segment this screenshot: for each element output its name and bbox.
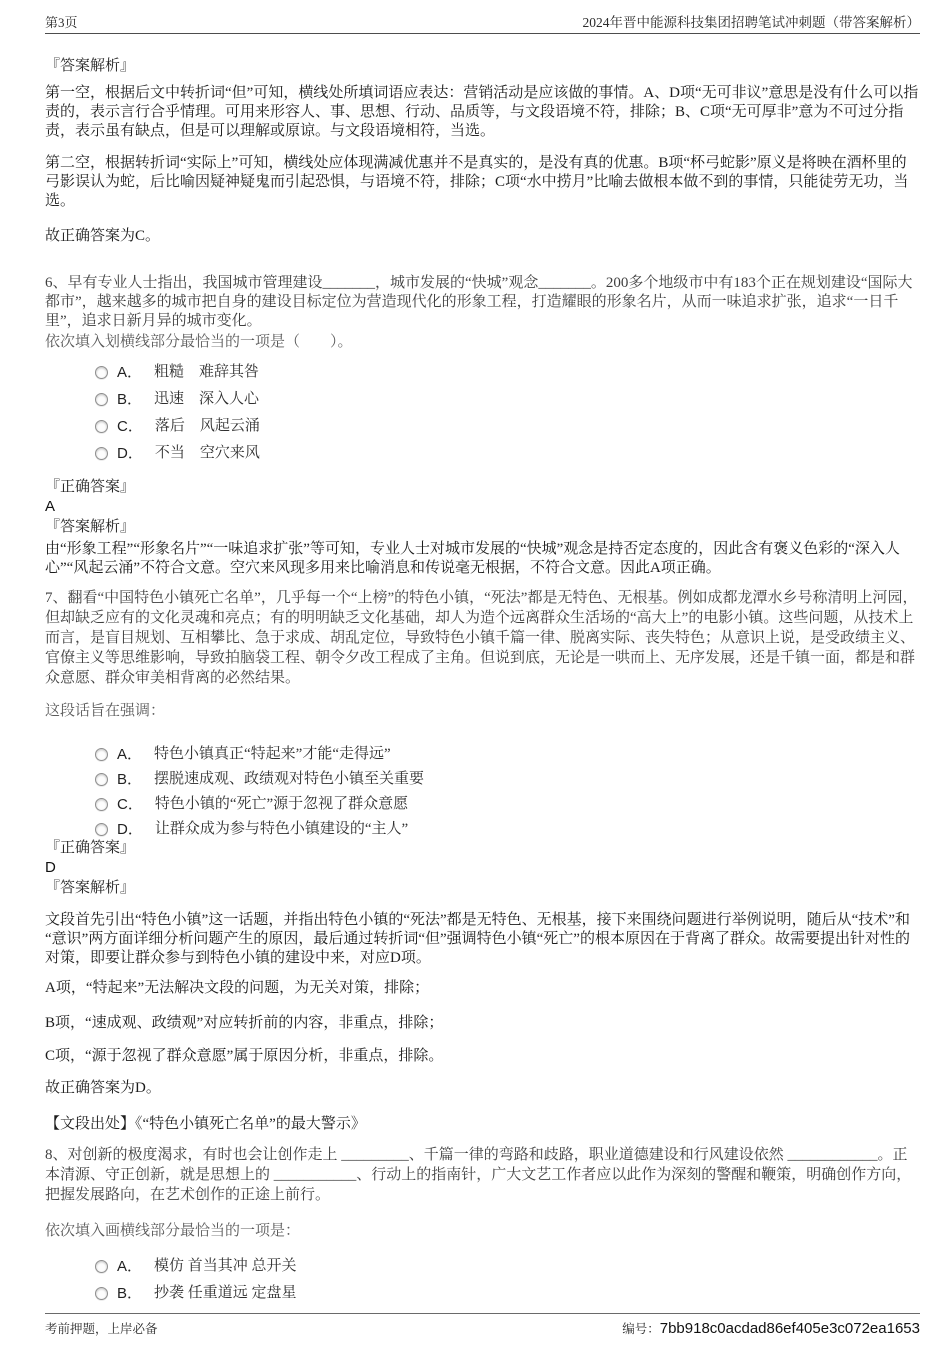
- header-page-number: 第3页: [45, 15, 78, 30]
- radio-button-icon[interactable]: [95, 773, 108, 786]
- q7-analysis-paragraph: A项，“特起来”无法解决文段的问题，为无关对策，排除；: [45, 980, 430, 996]
- option-q6-a[interactable]: [45, 363, 920, 382]
- q7-analysis-paragraph: C项，“源于忽视了群众意愿”属于原因分析，非重点，排除。: [45, 1048, 444, 1064]
- option-q8-b[interactable]: [45, 1284, 920, 1303]
- option-q6-b[interactable]: [45, 390, 920, 409]
- footer-serial: [622, 1319, 920, 1337]
- prev-analysis-paragraph: 第一空，根据后文中转折词“但”可知，横线处所填词语应表达：营销活动是应该做的事情。A、D项“无可非议”意思是没有什么可以指责的，表示言行合乎情理。可用来形容人、事、思想、行动、品质等，与文段语境不符，排除；B、C项“无可厚非”意为不可过分指责，表示虽有缺点，但是可以理解或原谅。与文段语境相符，当选。: [45, 85, 919, 139]
- question-8-prompt: 依次填入画横线部分最恰当的一项是：: [45, 1223, 301, 1239]
- radio-button-icon[interactable]: [95, 420, 108, 433]
- question-7-prompt: 这段话旨在强调：: [45, 703, 166, 719]
- option-q8-a[interactable]: [45, 1257, 920, 1276]
- q7-analysis-conclusion: 故正确答案为D。: [45, 1080, 161, 1096]
- q6-correct-answer: A: [45, 498, 56, 515]
- q6-analysis: 由“形象工程”“形象名片”“一味追求扩张”等可知，专业人士对城市发展的“快城”观念是持否定态度的，因此含有褒义色彩的“深入人心”“风起云涌”不符合文意。空穴来风现多用来比喻消息和传说毫无根据，不符合文意。因此A项正确。: [45, 541, 900, 576]
- radio-button-icon[interactable]: [95, 393, 108, 406]
- option-text: 落后 风起云涌: [154, 418, 260, 434]
- option-text: 让群众成为参与特色小镇建设的“主人”: [154, 821, 409, 837]
- q6-analysis-label: 『答案解析』: [45, 519, 136, 535]
- q7-correct-answer: D: [45, 859, 56, 876]
- q6-correct-answer-label: 『正确答案』: [45, 479, 136, 495]
- option-letter: A．: [117, 364, 143, 381]
- q7-analysis-paragraph: B项，“速成观、政绩观”对应转折前的内容，非重点，排除；: [45, 1015, 444, 1031]
- q7-correct-answer-label: 『正确答案』: [45, 840, 136, 856]
- option-text: 特色小镇真正“特起来”才能“走得远”: [154, 746, 391, 762]
- option-text: 迅速 深入人心: [154, 391, 260, 407]
- question-8-options: [45, 1257, 920, 1303]
- q7-source: 【文段出处】《“特色小镇死亡名单”的最大警示》: [45, 1116, 366, 1132]
- option-text: 不当 空穴来风: [154, 445, 260, 461]
- prev-analysis-paragraph: 第二空，根据转折词“实际上”可知，横线处应体现满减优惠并不是真实的，是没有真的优惠。B项“杯弓蛇影”原义是将映在酒杯里的弓影误认为蛇，后比喻因疑神疑鬼而引起恐惧，与语境不符，排除；C项“水中捞月”比喻去做根本做不到的事情，只能徒劳无功，当选。: [45, 155, 909, 209]
- option-q7-c[interactable]: [45, 795, 920, 814]
- option-q6-d[interactable]: [45, 444, 920, 463]
- radio-button-icon[interactable]: [95, 1260, 108, 1273]
- option-q6-c[interactable]: [45, 417, 920, 436]
- option-text: 抄袭 任重道远 定盘星: [154, 1285, 297, 1301]
- option-q7-a[interactable]: [45, 745, 920, 764]
- question-6-prompt: 依次填入划横线部分最恰当的一项是（ ）。: [45, 334, 353, 350]
- prev-analysis-conclusion: 故正确答案为C。: [45, 228, 161, 244]
- footer-serial-value: 7bb918c0acdad86ef405e3c072ea1653: [659, 1320, 920, 1337]
- radio-button-icon[interactable]: [95, 823, 108, 836]
- question-7-options: [45, 745, 920, 839]
- radio-button-icon[interactable]: [95, 798, 108, 811]
- radio-button-icon[interactable]: [95, 447, 108, 460]
- page-header: [45, 0, 920, 34]
- header-doc-title: 2024年晋中能源科技集团招聘笔试冲刺题（带答案解析）: [582, 15, 920, 30]
- option-letter: A．: [117, 746, 143, 763]
- option-letter: B．: [117, 391, 143, 408]
- option-text: 粗糙 难辞其咎: [154, 364, 260, 380]
- prev-analysis-label: 『答案解析』: [45, 58, 136, 74]
- option-letter: B．: [117, 1285, 143, 1302]
- option-text: 特色小镇的“死亡”源于忽视了群众意愿: [154, 796, 409, 812]
- radio-button-icon[interactable]: [95, 366, 108, 379]
- page-content: [45, 57, 920, 1303]
- radio-button-icon[interactable]: [95, 748, 108, 761]
- option-text: 摆脱速成观、政绩观对特色小镇至关重要: [154, 771, 425, 787]
- question-8-stem: 8、对创新的极度渴求，有时也会让创作走上 _________、千篇一律的弯路和歧路，职业道德建设和行风建设依然 ____________。正本清源、守正创新，就是思想上的 ___________、行动上的指南针，广大文艺工作者应以此作为深刻的警醒和鞭策，明确创作方向，把握发展路向，在艺术创作的正途上前行。: [45, 1147, 912, 1203]
- footer-serial-label: 编号：: [622, 1322, 660, 1336]
- option-q7-d[interactable]: [45, 820, 920, 839]
- question-6-options: [45, 363, 920, 463]
- question-6-stem: 6、早有专业人士指出，我国城市管理建设_______，城市发展的“快城”观念_______。200多个地级市中有183个正在规划建设“国际大都市”，越来越多的城市把自身的建设目标定位为营造现代化的形象工程，打造耀眼的形象名片，从而一味追求扩张，追求“一日千里”，追求日新月异的城市变化。: [45, 275, 913, 329]
- option-text: 模仿 首当其冲 总开关: [154, 1258, 297, 1274]
- footer-slogan: 考前押题，上岸必备: [45, 1322, 158, 1336]
- option-letter: D．: [117, 821, 143, 838]
- option-letter: B．: [117, 771, 143, 788]
- radio-button-icon[interactable]: [95, 1287, 108, 1300]
- question-7-stem: 7、翻看“中国特色小镇死亡名单”，几乎每一个“上榜”的特色小镇，“死法”都是无特色、无根基。例如成都龙潭水乡号称清明上河园，但却缺乏应有的文化灵魂和亮点；有的明明缺乏文化基础，却人为造个远离群众生活场的“高大上”的电影小镇。这些问题，从技术上而言，是盲目规划、互相攀比、急于求成、胡乱定位，导致特色小镇千篇一律、脱离实际、丧失特色；从意识上说，是受政绩主义、官僚主义等思维影响，导致拍脑袋工程、朝令夕改工程成了主角。但说到底，无论是一哄而上、无序发展，还是千镇一面，都是和群众意愿、群众审美相背离的必然结果。: [45, 590, 918, 686]
- option-letter: D．: [117, 445, 143, 462]
- option-letter: C．: [117, 418, 143, 435]
- q7-analysis-paragraph: 文段首先引出“特色小镇”这一话题，并指出特色小镇的“死法”都是无特色、无根基，接下来围绕问题进行举例说明，随后从“技术”和“意识”两方面详细分析问题产生的原因，最后通过转折词“但”强调特色小镇“死亡”的根本原因在于背离了群众。故需要提出针对性的对策，即要让群众参与到特色小镇的建设中来，对应D项。: [45, 912, 910, 966]
- option-q7-b[interactable]: [45, 770, 920, 789]
- q7-analysis-label: 『答案解析』: [45, 880, 136, 896]
- page-footer: [45, 1313, 920, 1337]
- option-letter: C．: [117, 796, 143, 813]
- option-letter: A．: [117, 1258, 143, 1275]
